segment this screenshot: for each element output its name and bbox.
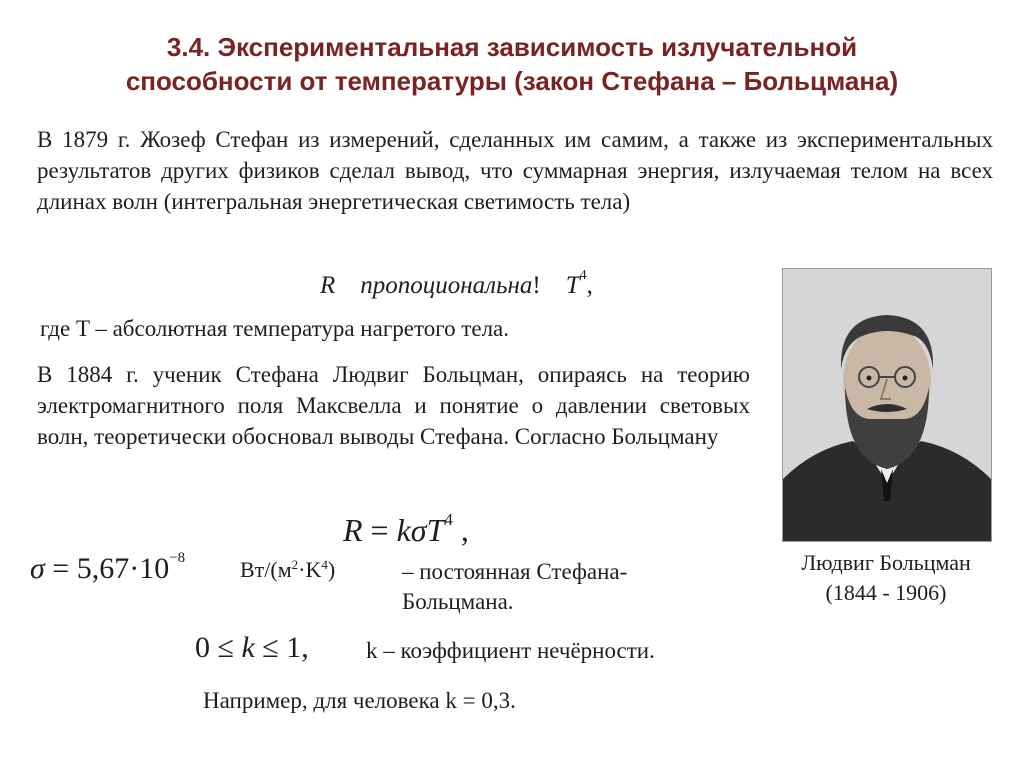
example-text: Например, для человека k = 0,3. <box>203 688 516 713</box>
portrait-illustration <box>783 269 991 541</box>
boltzmann-paragraph: В 1884 г. ученик Стефана Людвиг Больцман, опираясь на теорию электромагнитного поля Максвелла и понятие о давлении световых волн, теоретически обосновал выводы Стефана. Согласно Больцману <box>37 362 750 449</box>
temperature-definition: где T – абсолютная температура нагретого тела. <box>40 316 510 341</box>
rk-sigma: σ <box>410 512 427 548</box>
units-c: ) <box>327 557 336 582</box>
units-a-exp: 2 <box>291 557 299 572</box>
title-line-1: 3.4. Экспериментальная зависимость излучательной <box>166 32 858 62</box>
title-line-2: способности от температуры (закон Стефана – Больцмана) <box>125 66 899 96</box>
sigma-eq: = <box>44 552 77 585</box>
formula-T: T <box>565 272 580 299</box>
sigma-mantissa: 5,67 <box>76 552 130 585</box>
units-a: Вт/(м <box>240 557 292 582</box>
slide-title <box>40 30 984 98</box>
sigma-symbol: σ <box>30 552 45 585</box>
k-symbol: k <box>241 631 255 664</box>
formula-comma: , <box>586 272 593 299</box>
formula-mark: ! <box>532 272 541 299</box>
formula-word: пропоциональна <box>360 272 533 299</box>
k-one: 1, <box>286 631 309 664</box>
k-inequality <box>195 631 309 665</box>
portrait-caption <box>770 548 1002 608</box>
sigma-dot: · <box>129 552 140 585</box>
k-le-1: ≤ <box>210 631 242 664</box>
boltzmann-portrait <box>782 268 992 542</box>
units-b-exp: 4 <box>321 557 328 572</box>
portrait-name: Людвиг Больцман <box>801 550 971 575</box>
rk-comma: , <box>452 512 469 548</box>
k-description: k – коэффициент нечёрности. <box>366 638 655 663</box>
k-zero: 0 <box>195 631 210 664</box>
formula-R: R <box>320 272 336 299</box>
rk-T: T <box>426 512 445 548</box>
k-le-2: ≤ <box>254 631 287 664</box>
rk-k: k <box>396 512 411 548</box>
portrait-years: (1844 - 1906) <box>825 580 947 605</box>
units-b: ·K <box>298 557 322 582</box>
sigma-value-formula <box>30 550 185 586</box>
sigma-units <box>240 557 335 583</box>
sigma-exponent: −8 <box>169 550 186 566</box>
stefan-constant-label: – постоянная Стефана-Больцмана. <box>402 559 628 614</box>
stefan-boltzmann-formula <box>343 510 469 549</box>
intro-paragraph: В 1879 г. Жозеф Стефан из измерений, сделанных им самим, а также из экспериментальных результатов других физиков сделал вывод, что суммарная энергия, излучаемая телом на всех длинах волн (интегральная энергетическая светимость тела) <box>37 127 993 214</box>
proportionality-formula <box>320 268 593 300</box>
formula-T-exponent: 4 <box>579 268 587 283</box>
sigma-base: 10 <box>139 552 170 585</box>
rk-R: R <box>343 512 363 548</box>
rk-eq: = <box>362 512 397 548</box>
rk-exponent: 4 <box>444 510 453 529</box>
